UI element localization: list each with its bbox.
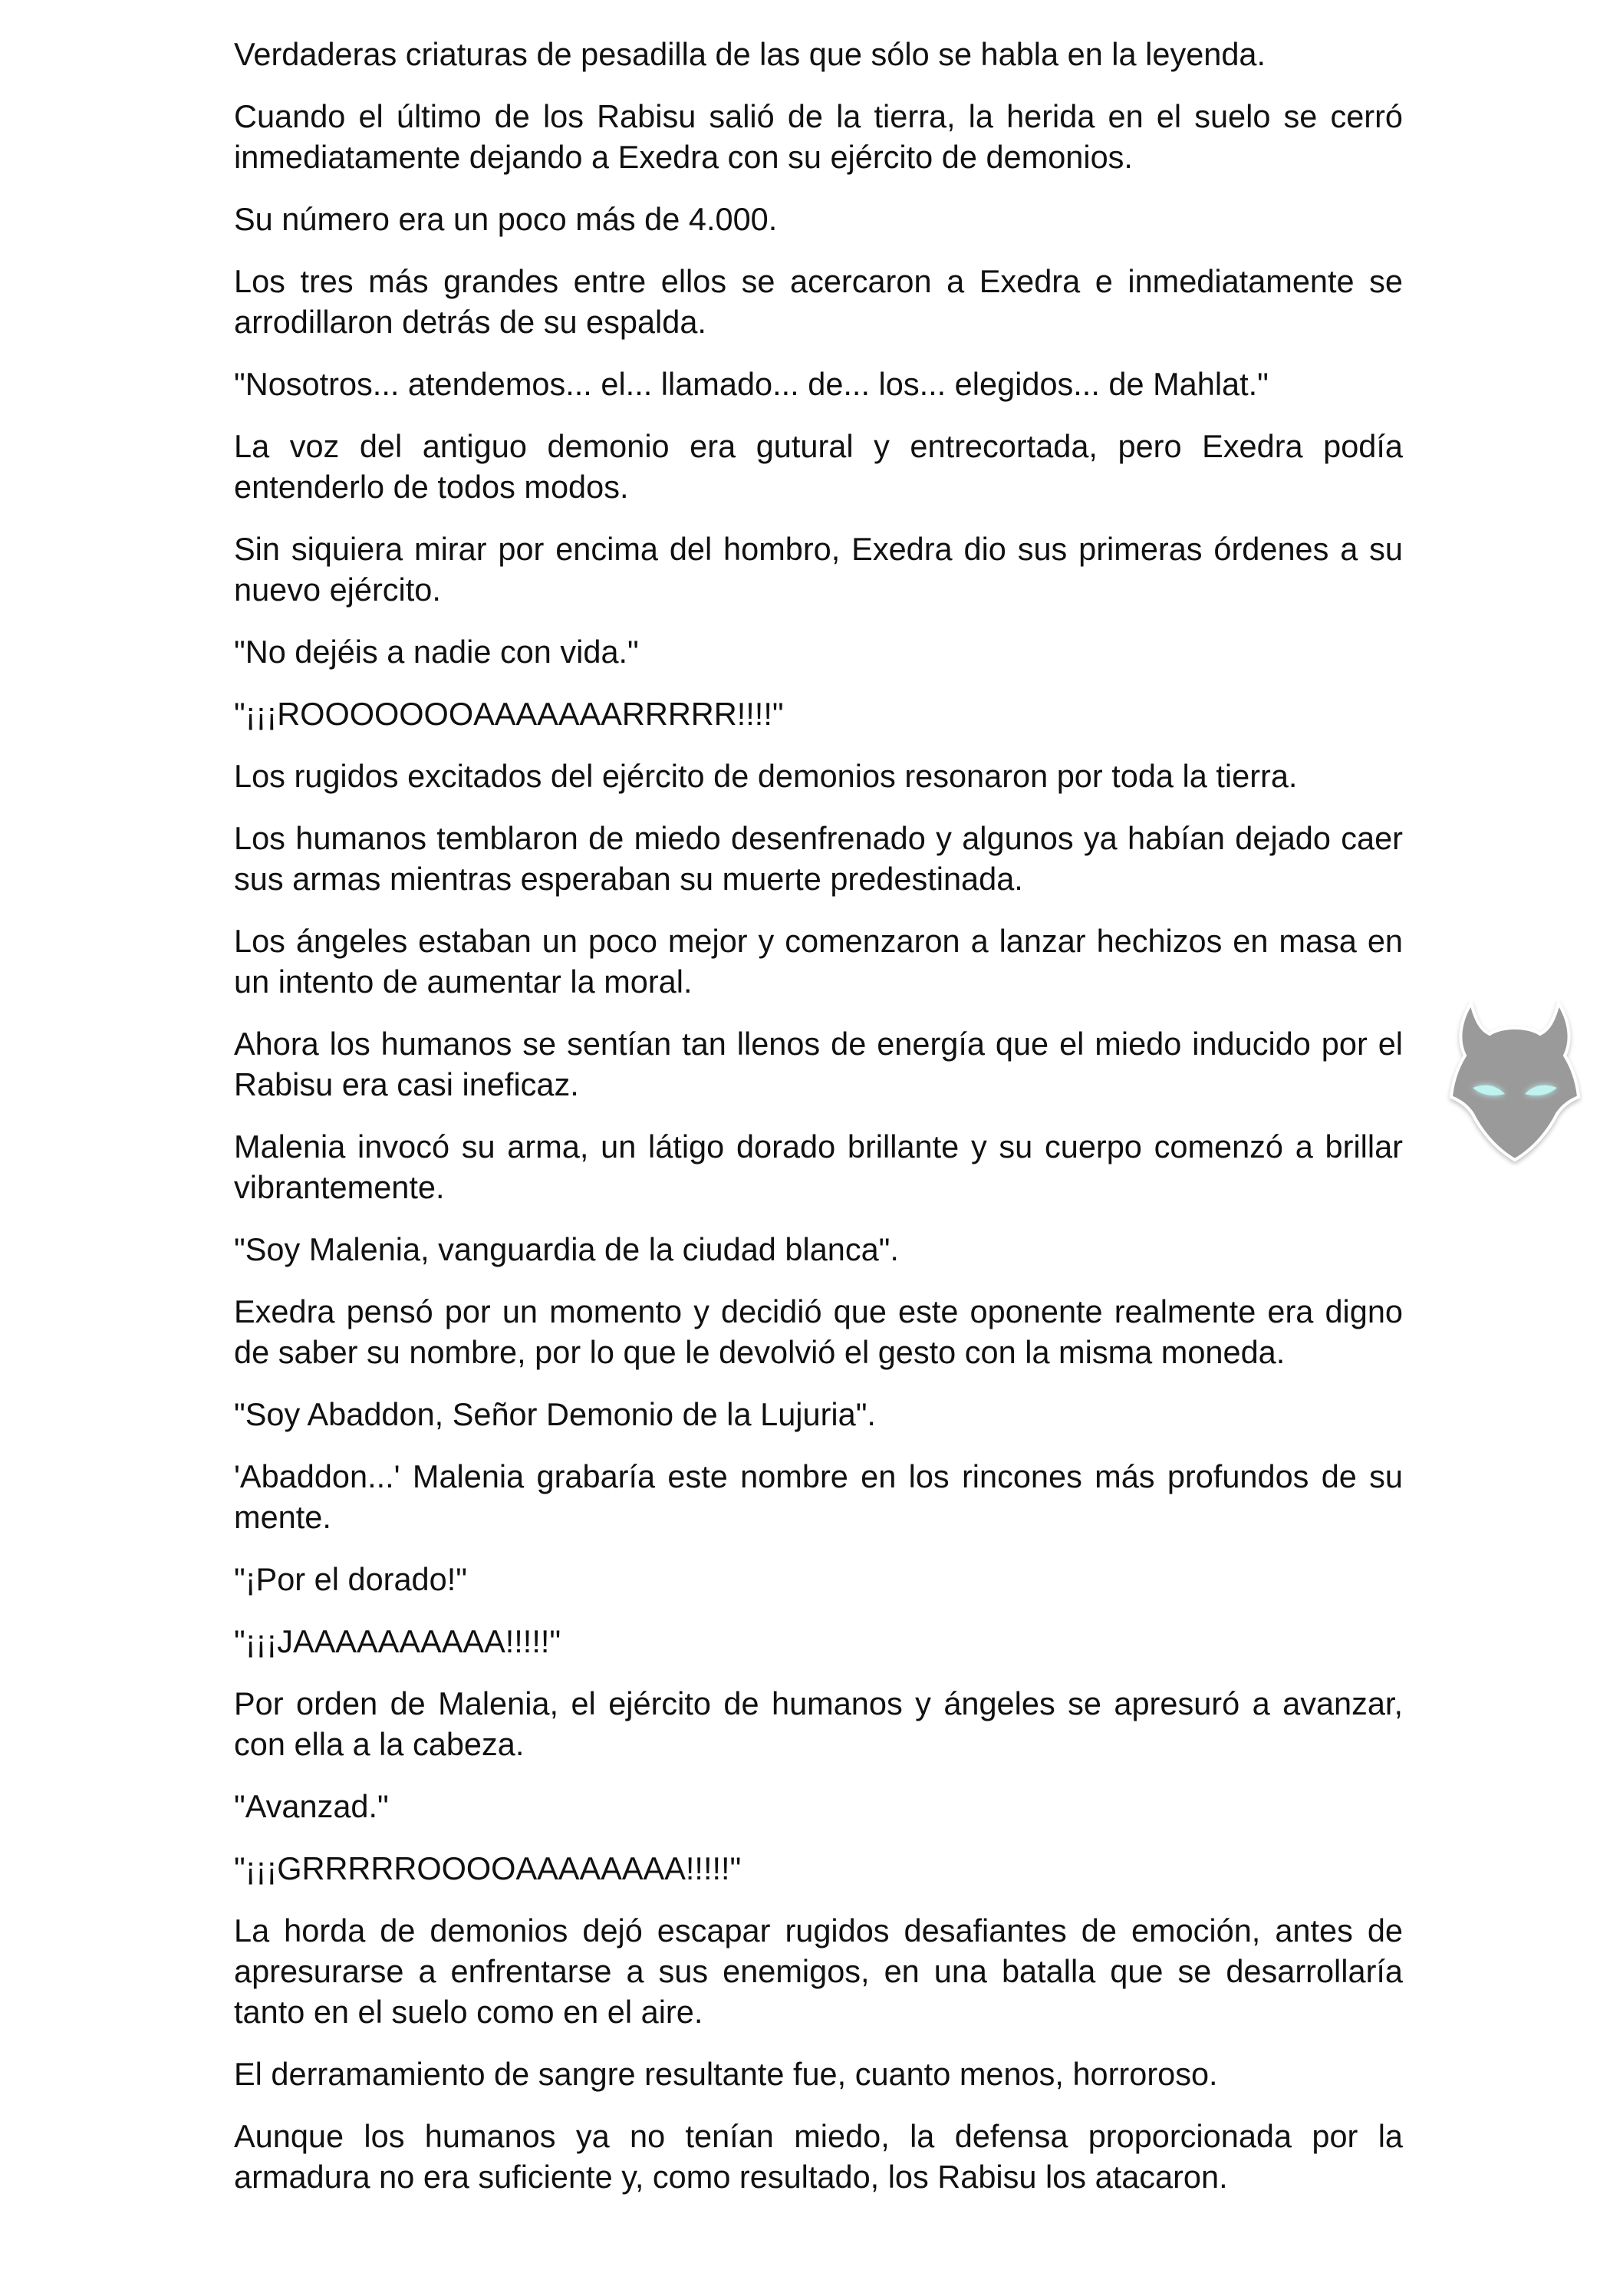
document-body bbox=[234, 34, 1403, 2219]
paragraph: "¡¡¡ROOOOOOOAAAAAAARRRRR!!!!" bbox=[234, 696, 784, 732]
paragraph: "Soy Malenia, vanguardia de la ciudad blanca". bbox=[234, 1231, 899, 1267]
paragraph: "¡¡¡JAAAAAAAAAA!!!!!" bbox=[234, 1623, 561, 1659]
paragraph: Sin siquiera mirar por encima del hombro, Exedra dio sus primeras órdenes a su nuevo ejército. bbox=[234, 531, 1403, 608]
paragraph: Exedra pensó por un momento y decidió que este oponente realmente era digno de saber su nombre, por lo que le devolvió el gesto con la misma moneda. bbox=[234, 1293, 1403, 1370]
paragraph: Los rugidos excitados del ejército de demonios resonaron por toda la tierra. bbox=[234, 758, 1298, 794]
paragraph: La voz del antiguo demonio era gutural y entrecortada, pero Exedra podía entenderlo de todos modos. bbox=[234, 428, 1403, 505]
paragraph: Verdaderas criaturas de pesadilla de las que sólo se habla en la leyenda. bbox=[234, 36, 1266, 72]
paragraph: Por orden de Malenia, el ejército de humanos y ángeles se apresuró a avanzar, con ella a la cabeza. bbox=[234, 1685, 1403, 1762]
demon-head-icon bbox=[1442, 997, 1588, 1166]
paragraph: Aunque los humanos ya no tenían miedo, la defensa proporcionada por la armadura no era suficiente y, como resultado, los Rabisu los atacaron. bbox=[234, 2118, 1403, 2195]
paragraph: "No dejéis a nadie con vida." bbox=[234, 634, 639, 670]
paragraph: "¡¡¡GRRRRROOOOAAAAAAAA!!!!!" bbox=[234, 1850, 742, 1886]
paragraph: Su número era un poco más de 4.000. bbox=[234, 201, 778, 237]
paragraph: Ahora los humanos se sentían tan llenos de energía que el miedo inducido por el Rabisu era casi ineficaz. bbox=[234, 1026, 1403, 1102]
paragraph: 'Abaddon...' Malenia grabaría este nombre en los rincones más profundos de su mente. bbox=[234, 1458, 1403, 1535]
paragraph: Cuando el último de los Rabisu salió de la tierra, la herida en el suelo se cerró inmediatamente dejando a Exedra con su ejército de demonios. bbox=[234, 98, 1403, 175]
paragraph: "Soy Abaddon, Señor Demonio de la Lujuria". bbox=[234, 1396, 876, 1432]
paragraph: La horda de demonios dejó escapar rugidos desafiantes de emoción, antes de apresurarse a enfrentarse a sus enemigos, en una batalla que se desarrollaría tanto en el suelo como en el aire. bbox=[234, 1912, 1403, 2030]
paragraph: Los humanos temblaron de miedo desenfrenado y algunos ya habían dejado caer sus armas mientras esperaban su muerte predestinada. bbox=[234, 820, 1403, 897]
paragraph: Los ángeles estaban un poco mejor y comenzaron a lanzar hechizos en masa en un intento de aumentar la moral. bbox=[234, 923, 1403, 1000]
paragraph: El derramamiento de sangre resultante fue, cuanto menos, horroroso. bbox=[234, 2056, 1218, 2092]
paragraph: Malenia invocó su arma, un látigo dorado brillante y su cuerpo comenzó a brillar vibrantemente. bbox=[234, 1128, 1403, 1205]
paragraph: Los tres más grandes entre ellos se acercaron a Exedra e inmediatamente se arrodillaron detrás de su espalda. bbox=[234, 263, 1403, 340]
paragraph: "¡Por el dorado!" bbox=[234, 1561, 467, 1597]
paragraph: "Avanzad." bbox=[234, 1788, 389, 1824]
paragraph: "Nosotros... atendemos... el... llamado... de... los... elegidos... de Mahlat." bbox=[234, 366, 1269, 402]
